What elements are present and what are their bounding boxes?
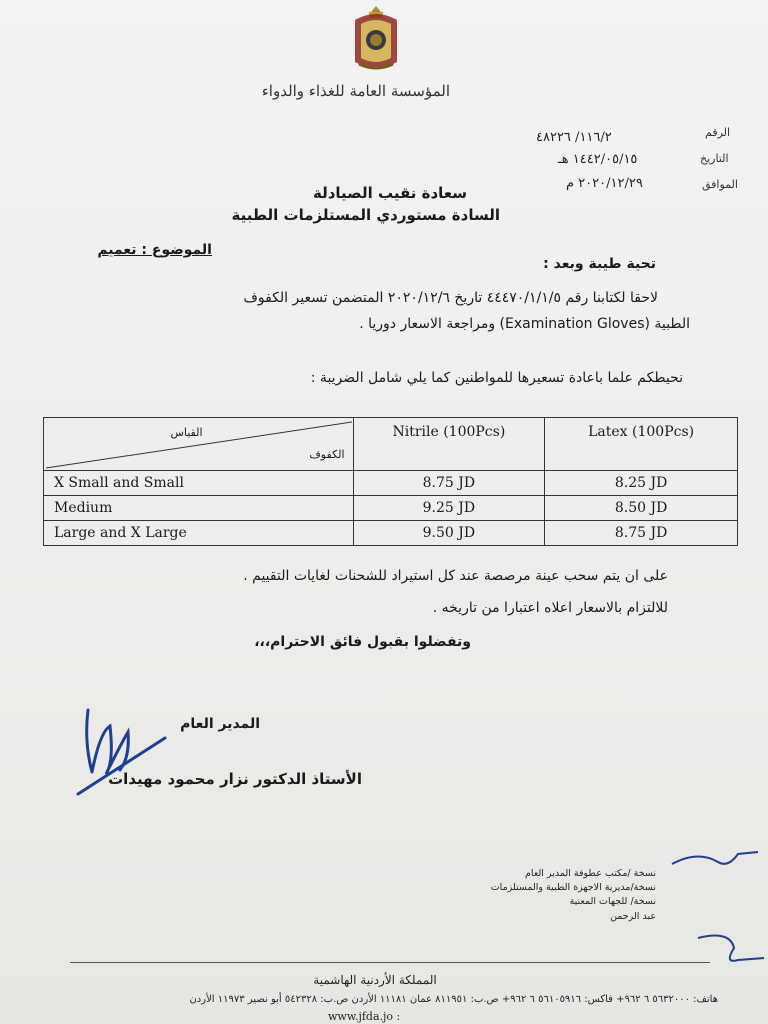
latex-price-cell: 8.50 JD [545, 496, 738, 521]
column-header-nitrile: Nitrile (100Pcs) [353, 418, 545, 471]
table-row [44, 521, 738, 546]
cc-line: نسخة/ للجهات المعنية [569, 896, 656, 907]
addressee-line-2: السادة مستوردي المستلزمات الطبية [231, 206, 500, 224]
greeting: تحية طيبة وبعد : [543, 256, 656, 272]
note-line-1: على ان يتم سحب عينة مرصصة عند كل استيراد للشحنات لغايات التقييم . [243, 568, 668, 584]
cc-line: نسخة/مديرية الاجهزة الطبية والمستلزمات [490, 882, 656, 893]
cc-line: عبد الرحمن [610, 911, 656, 922]
size-cell: Large and X Large [44, 521, 354, 546]
table-row [44, 471, 738, 496]
cc-line: نسخة /مكتب عطوفة المدير العام [525, 868, 656, 879]
initials-icon [694, 930, 766, 970]
body-paragraph-1-line-2: الطبية (Examination Gloves) ومراجعة الاسعار دوريا . [359, 316, 690, 332]
size-cell: Medium [44, 496, 354, 521]
note-line-2: للالتزام بالاسعار اعلاه اعتبارا من تاريخه . [432, 600, 668, 616]
closing-line: وتفضلوا بقبول فائق الاحترام،،، [254, 634, 471, 650]
table-corner-cell [44, 418, 354, 471]
jordan-coat-of-arms-icon [345, 2, 407, 76]
nitrile-price-cell: 9.25 JD [353, 496, 545, 521]
body-paragraph-1-line-1: لاحقا لكتابنا رقم ٤٤٤٧٠/١/١/٥ تاريخ ٢٠٢٠/١٢/٦ المتضمن تسعير الكفوف [243, 290, 658, 306]
date-hijri-value: ١٤٤٢/٠٥/١٥ هـ [558, 152, 638, 167]
footer-website: www.jfda.jo : [328, 1010, 401, 1023]
date-gregorian-label: الموافق [702, 178, 738, 191]
footer-kingdom: المملكة الأردنية الهاشمية [313, 973, 437, 987]
table-row [44, 496, 738, 521]
initials-icon [668, 844, 764, 874]
signature-icon [70, 702, 180, 802]
addressee-line-1: سعادة نقيب الصيادلة [312, 184, 467, 202]
reference-label: الرقم [705, 126, 731, 139]
table-header-row [44, 418, 738, 471]
corner-bottom-label: الكفوف [309, 448, 345, 461]
corner-top-label: القياس [170, 426, 203, 439]
footer-divider [70, 962, 710, 963]
signatory-title: المدير العام [180, 716, 260, 732]
body-paragraph-2: نحيطكم علما باعادة تسعيرها للمواطنين كما يلي شامل الضريبة : [310, 370, 683, 386]
footer-contact: هاتف: ٥٦٣٢٠٠٠ ٦ ٩٦٢+ فاكس: ٥٦١٠٥٩١٦ ٦ ٩٦٢+ ص.ب: ٨١١٩٥١ عمان ١١١٨١ الأردن ص.ب: ٥٤٢٣٢٨ أبو نصير ١١٩٧٣ الأردن [189, 994, 718, 1005]
date-gregorian-value: ٢٠٢٠/١٢/٢٩ م [566, 176, 643, 191]
latex-price-cell: 8.25 JD [545, 471, 738, 496]
latex-price-cell: 8.75 JD [545, 521, 738, 546]
date-hijri-label: التاريخ [700, 152, 729, 165]
reference-value: ١١٦/٢/ ٤٨٢٢٦ [536, 130, 612, 145]
glove-price-table [43, 417, 738, 546]
signatory-name: الأستاذ الدكتور نزار محمود مهيدات [108, 770, 362, 788]
column-header-latex: Latex (100Pcs) [545, 418, 738, 471]
nitrile-price-cell: 9.50 JD [353, 521, 545, 546]
size-cell: X Small and Small [44, 471, 354, 496]
organization-name: المؤسسة العامة للغذاء والدواء [261, 82, 450, 100]
subject: الموضوع : تعميم [97, 242, 212, 258]
nitrile-price-cell: 8.75 JD [353, 471, 545, 496]
